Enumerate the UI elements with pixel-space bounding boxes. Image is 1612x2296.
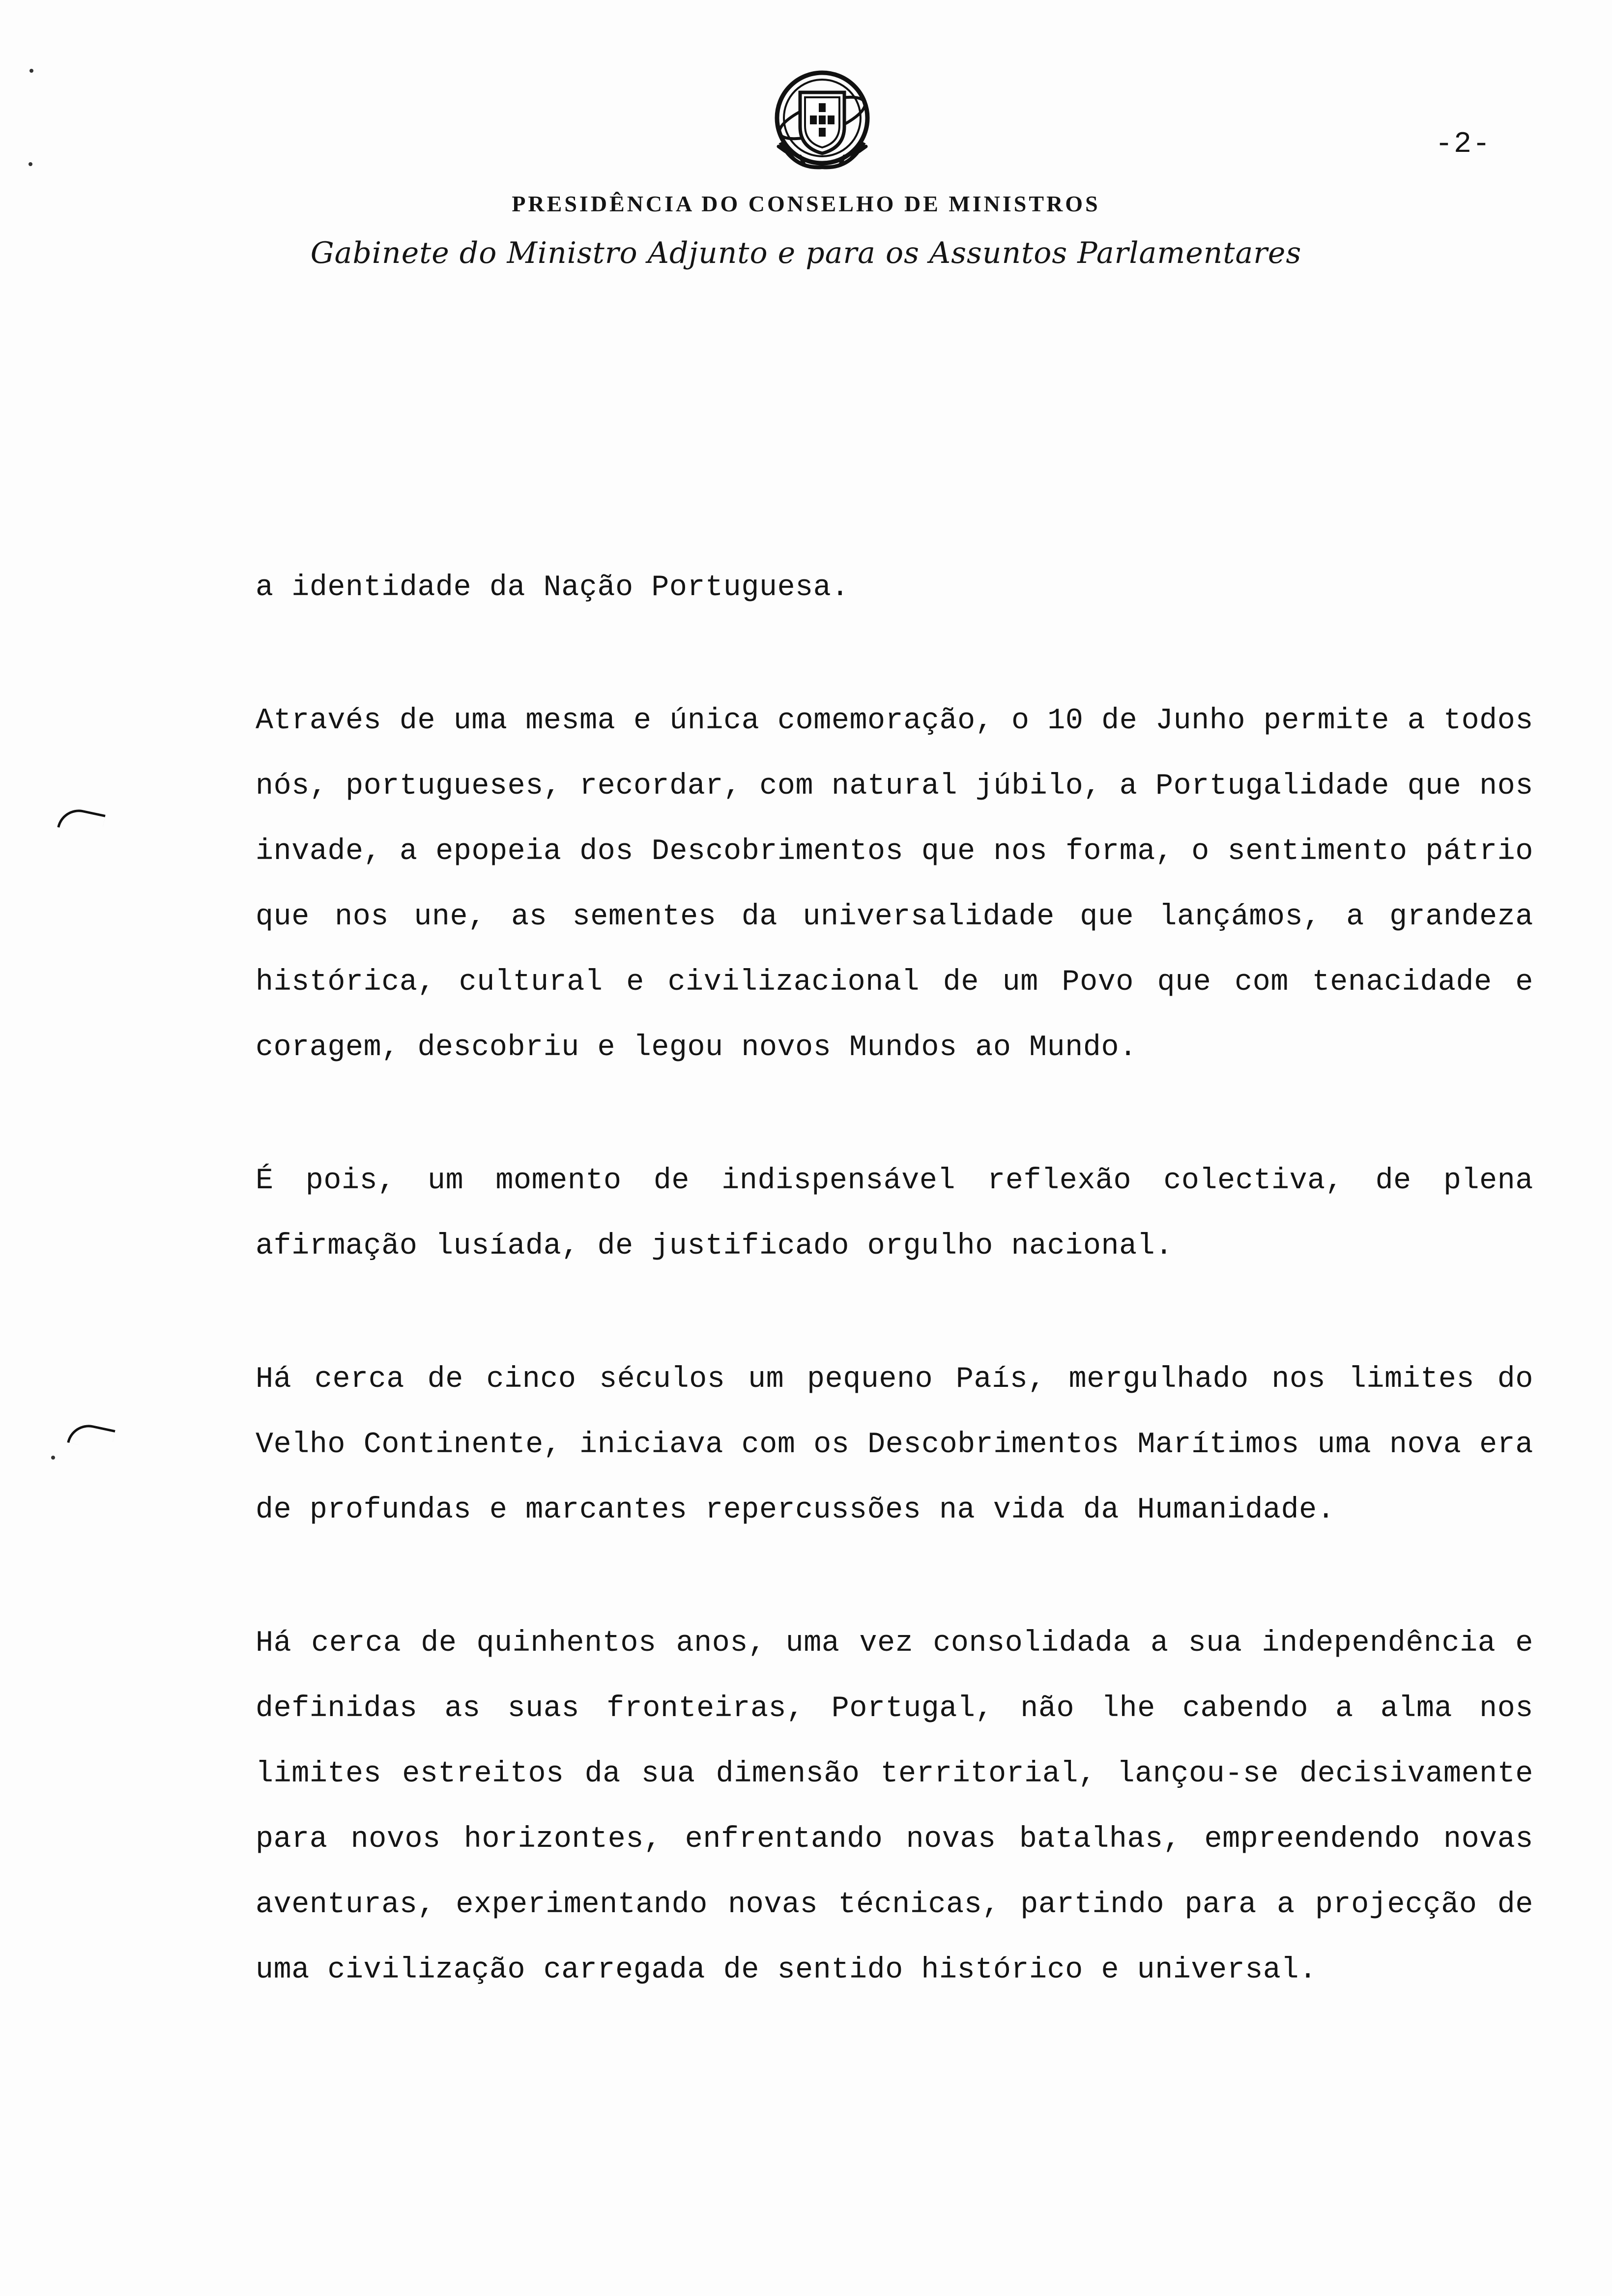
margin-bracket-mark bbox=[67, 1421, 115, 1452]
institution-heading: PRESIDÊNCIA DO CONSELHO DE MINISTROS bbox=[512, 191, 1100, 216]
scan-speck bbox=[51, 1456, 55, 1460]
body-paragraph: Há cerca de cinco séculos um pequeno País, mergulhado nos limites do Velho Continente, iniciava com os Descobrimentos Marítimos uma nova era de profundas e marcantes repercussões na vida da Humanidade. bbox=[256, 1363, 1533, 1527]
scan-speck bbox=[29, 162, 32, 166]
body-paragraph: a identidade da Nação Portuguesa. bbox=[256, 571, 849, 604]
body-paragraph: Através de uma mesma e única comemoração, o 10 de Junho permite a todos nós, portugueses, recordar, com natural júbilo, a Portugalidade que nos invade, a epopeia dos Descobrimentos que nos forma, o sentimento pátrio que nos une, as sementes da universalidade que lançámos, a grandeza histórica, cultural e civilizacional de um Povo que com tenacidade e coragem, descobriu e legou novos Mundos ao Mundo. bbox=[256, 704, 1533, 1064]
margin-bracket-mark bbox=[57, 805, 105, 836]
portuguese-coat-of-arms-icon bbox=[766, 69, 879, 172]
page-number: -2- bbox=[1435, 128, 1492, 161]
letter-body bbox=[256, 555, 1533, 2071]
scan-speck bbox=[29, 69, 33, 73]
body-paragraph: É pois, um momento de indispensável reflexão colectiva, de plena afirmação lusíada, de justificado orgulho nacional. bbox=[256, 1164, 1533, 1263]
body-paragraph: Há cerca de quinhentos anos, uma vez consolidada a sua independência e definidas as suas fronteiras, Portugal, não lhe cabendo a alma nos limites estreitos da sua dimensão territorial, lançou-se decisivamente para novos horizontes, enfrentando novas batalhas, empreendendo novas aventuras, experimentando novas técnicas, partindo para a projecção de uma civilização carregada de sentido histórico e universal. bbox=[256, 1627, 1533, 1987]
office-subheading: Gabinete do Ministro Adjunto e para os Assuntos Parlamentares bbox=[310, 236, 1302, 270]
